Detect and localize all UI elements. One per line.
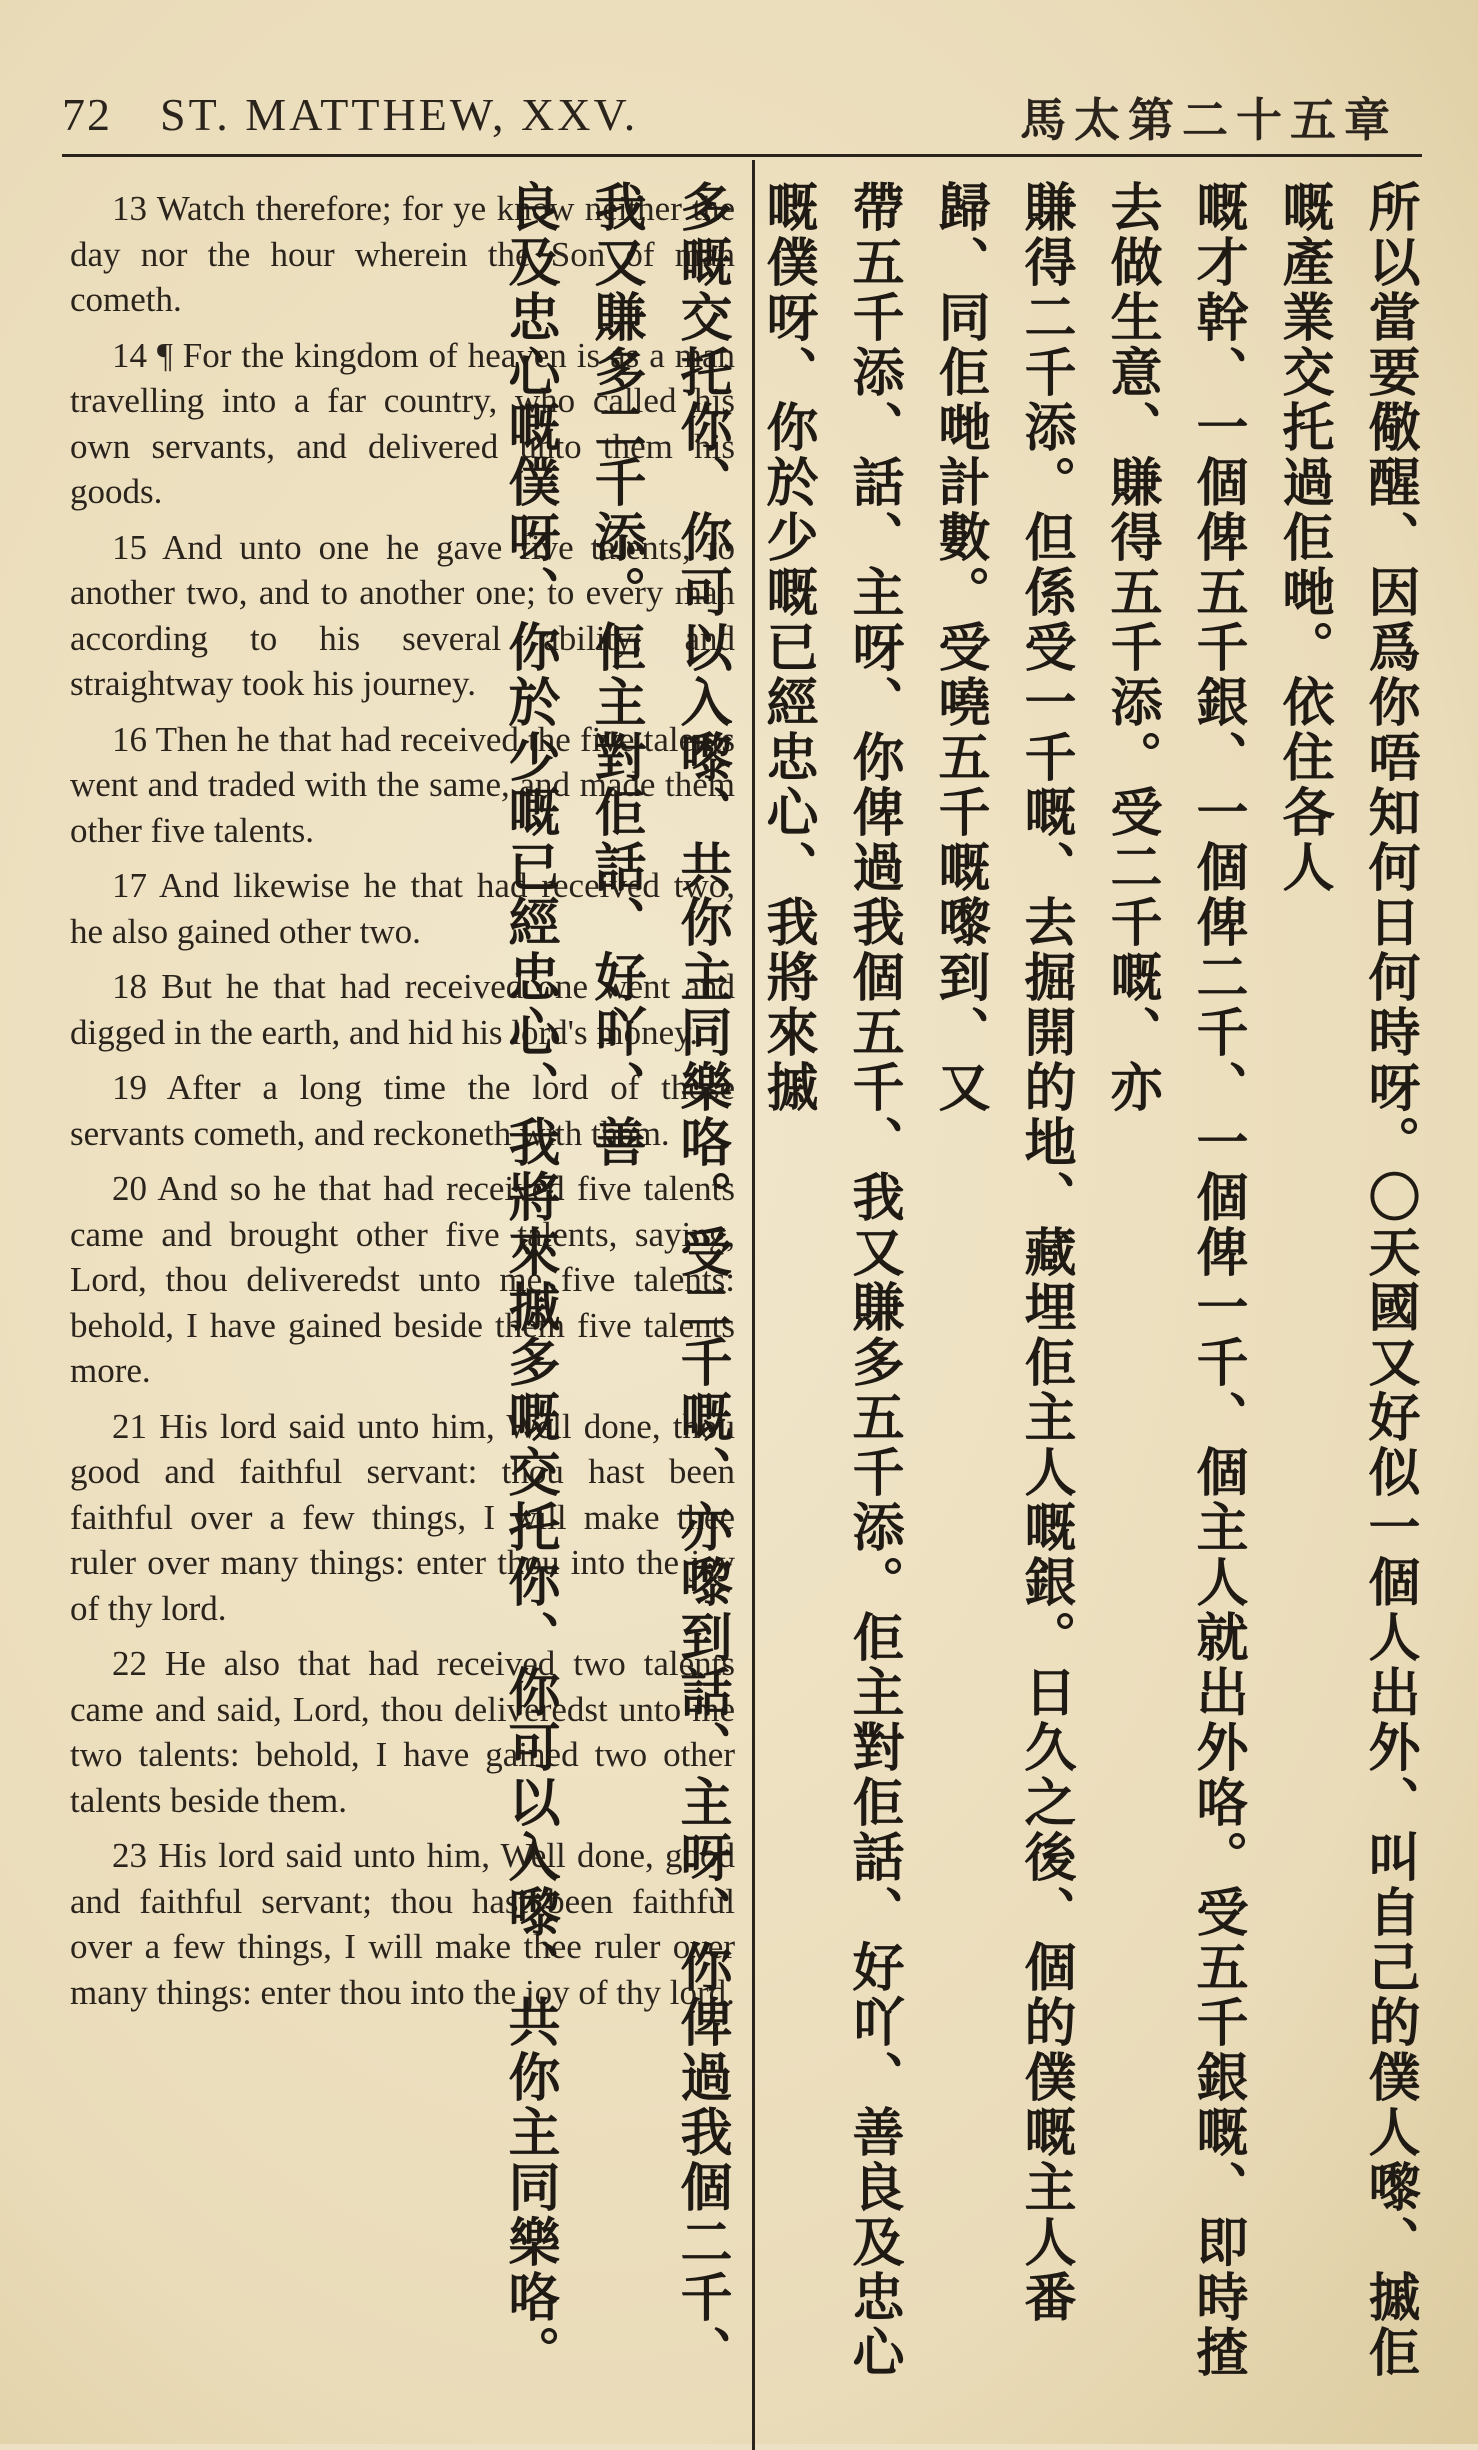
chinese-line-3: 賺得二千添。但係受一千嘅、去掘開的地、藏埋佢主人嘅銀。日久之後、個的僕嘅主人番歸、同佢哋計數。受嘵五千嘅嚟到、又 <box>929 180 1075 2325</box>
verse-23: 23 His lord said unto him, Well done, good and faithful servant; thou hast been faithful over a few things, I will make thee ruler over many things: enter thou into the joy of thy lord. <box>70 1836 735 2012</box>
chinese-column <box>499 180 1432 2380</box>
header-rule <box>62 154 1422 157</box>
chinese-line-6: 良及忠心嘅僕呀、你於少嘅已經忠心、我將來摵多嘅交托你、你可以入嚟、共你主同樂咯。 <box>499 180 559 2380</box>
running-title: ST. MATTHEW, XXV. <box>160 89 639 140</box>
verse-16: 16 Then he that had received the five talents went and traded with the same, and made them other five talents. <box>70 719 735 850</box>
verse-18: 18 But he that had received one went and digged in the earth, and hid his lord's money. <box>70 967 735 1052</box>
verse-20: 20 And so he that had received five talents came and brought other five talents, saying, Lord, thou deliveredst unto me five talents: behold, I have gained beside them five talents more. <box>70 1169 735 1390</box>
chinese-line-5: 多嘅交托你、你可以入嚟、共你主同樂咯。受二千嘅、亦嚟到話、主呀、你俾過我個二千、我又賺多二千添。佢主對佢話、好吖、善 <box>585 180 731 2380</box>
verse-19: 19 After a long time the lord of those servants cometh, and reckoneth with them. <box>70 1068 735 1153</box>
verse-22: 22 He also that had received two talents came and said, Lord, thou deliveredst unto me two talents: behold, I have gained two other talents beside them. <box>70 1644 735 1820</box>
page-header <box>62 84 1422 154</box>
chinese-line-4: 帶五千添、話、主呀、你俾過我個五千、我又賺多五千添。佢主對佢話、好吖、善良及忠心嘅僕呀、你於少嘅已經忠心、我將來摵 <box>757 180 903 2380</box>
page-number: 72 <box>62 89 112 140</box>
chinese-running-title: 馬太第二十五章 <box>1020 93 1398 147</box>
chinese-line-2: 嘅才幹、一個俾五千銀、一個俾二千、一個俾一千、個主人就出外咯。受五千銀嘅、即時揸去做生意、賺得五千添。受二千嘅、亦 <box>1101 180 1247 2380</box>
verse-21: 21 His lord said unto him, Well done, thou good and faithful servant: thou hast been faithful over a few things, I will make thee ruler over many things: enter thou into the joy of thy lord. <box>70 1406 735 1628</box>
verse-14: 14 ¶ For the kingdom of heaven is as a man travelling into a far country, who called his own servants, and delivered unto them his goods. <box>70 335 735 511</box>
verse-17: 17 And likewise he that had received two, he also gained other two. <box>70 866 735 951</box>
chinese-line-1: 所以當要儆醒、因爲你唔知何日何時呀。〇天國又好似一個人出外、叫自己的僕人嚟、摵佢嘅產業交托過佢哋。依住各人 <box>1273 180 1419 2380</box>
verse-13: 13 Watch therefore; for ye know neither the day nor the hour wherein the Son of man cometh. <box>70 189 735 319</box>
verse-15: 15 And unto one he gave five talents, to another two, and to another one; to every man according to his several ability; and straightway took his journey. <box>70 527 735 703</box>
